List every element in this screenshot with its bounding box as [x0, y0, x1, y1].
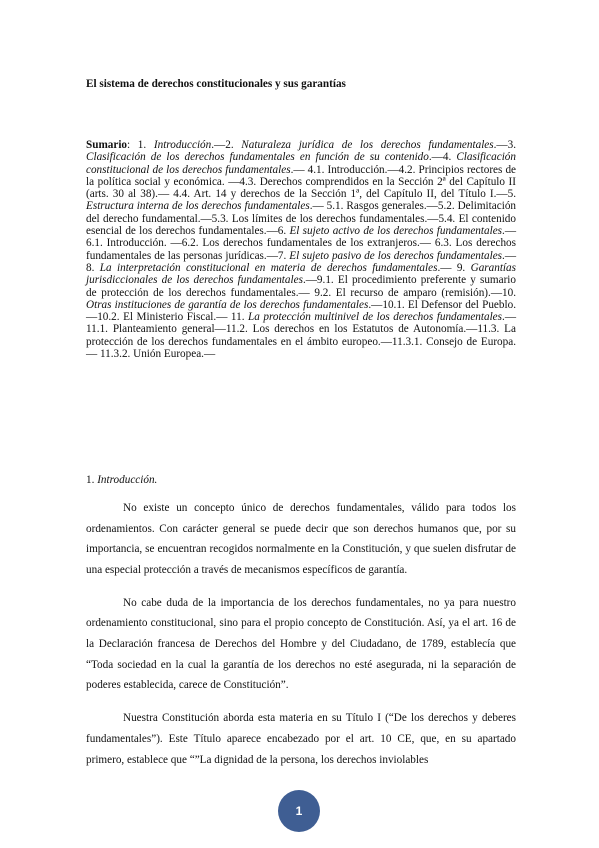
summary-chapter-title: Estructura interna de los derechos fundamentales [86, 200, 310, 213]
summary-chapter-title: La protección multinivel de los derechos fundamentales [248, 311, 503, 324]
summary-text: .—6.1. Introducción. —6.2. Los derechos fundamentales de los extranjeros.— 6.3. Los derechos fundamentales de las personas jurídicas.—7. [86, 225, 516, 262]
paragraph: Nuestra Constitución aborda esta materia en su Título I (“De los derechos y deberes fundamentales”). Este Título aparece encabezado por el art. 10 CE, que, en su apartado primero, establece que “”La dignidad de la persona, los derechos inviolables [86, 712, 516, 766]
document-title: El sistema de derechos constitucionales y sus garantías [86, 78, 346, 90]
summary-chapter-title: Clasificación constitucional de los derechos fundamentales [86, 151, 516, 176]
paragraph: No cabe duda de la importancia de los derechos fundamentales, no ya para nuestro ordenamiento constitucional, sino para el propio concepto de Constitución. Así, ya el art. 16 de la Declaración francesa de Derechos del Hombre y del Ciudadano, de 1789, establecía que “Toda sociedad en la cual la garantía de los derechos no esté asegurada, ni la separación de poderes establecida, carece de Constitución”. [86, 596, 516, 692]
paragraph: No existe un concepto único de derechos fundamentales, válido para todos los ordenamientos. Con carácter general se puede decir que son derechos humanos que, por su importancia, se encuentran recogidos normalmente en la Constitución, y que suelen disfrutar de una especial protección a través de mecanismos específicos de garantía. [86, 502, 516, 576]
summary-text: .—4. [428, 151, 457, 164]
summary-text: .— 4.1. Introducción.—4.2. Principios rectores de la política social y económica. —4.3. Derechos comprendidos en la Sección 2ª del Capítulo II (arts. 30 al 38).— 4.4. Art. 14 y derechos de la Sección 1ª, del Capítulo II, del Título I.—5. [86, 163, 516, 201]
summary-text: .—11.1. Planteamiento general—11.2. Los derechos en los Estatutos de Autonomía.—11.3. La protección de los derechos fundamentales en el ámbito europeo.—11.3.1. Consejo de Europa.— 11.3.2. Unión Europea.— [86, 311, 516, 361]
summary-chapter-title: Garantías jurisdiccionales de los derechos fundamentales [86, 261, 516, 287]
summary-label: Sumario [86, 139, 128, 151]
summary-text: .— 9. [437, 261, 471, 274]
summary-text: .—10.1. El Defensor del Pueblo.—10.2. El Ministerio Fiscal.— 11. [86, 298, 516, 324]
section-heading [86, 474, 516, 486]
summary-block [86, 139, 516, 360]
summary-chapter-title: El sujeto activo de los derechos fundamentales [289, 225, 503, 238]
summary-chapter-title: Otras instituciones de garantía de los derechos fundamentales [86, 298, 369, 311]
page-number-badge: 1 [278, 790, 320, 832]
summary-text: .— 5.1. Rasgos generales.—5.2. Delimitación del derecho fundamental.—5.3. Los límites de los derechos fundamentales.—5.4. El contenido esencial de los derechos fundamentales.—6. [86, 200, 517, 238]
summary-chapter-title: El sujeto pasivo de los derechos fundamentales [289, 249, 503, 262]
body-text [86, 498, 516, 783]
summary-chapter-title: Naturaleza jurídica de los derechos fundamentales [241, 139, 494, 151]
section-title: Introducción. [97, 474, 158, 486]
summary-text: .—9.1. El procedimiento preferente y sumario de protección de los derechos fundamentales.— 9.2. El recurso de amparo (remisión).—10. [86, 274, 517, 299]
section-number: 1. [86, 474, 98, 486]
summary-text: .—8. [86, 249, 516, 274]
summary-text: : 1. [127, 139, 154, 151]
summary-chapter-title: Clasificación de los derechos fundamentales en función de su contenido [86, 151, 429, 164]
summary-text: .—3. [493, 139, 516, 151]
summary-chapter-title: La interpretación constitucional en materia de derechos fundamentales [99, 261, 438, 274]
summary-text: .—2. [211, 139, 242, 151]
summary-chapter-title: Introducción [153, 139, 212, 151]
